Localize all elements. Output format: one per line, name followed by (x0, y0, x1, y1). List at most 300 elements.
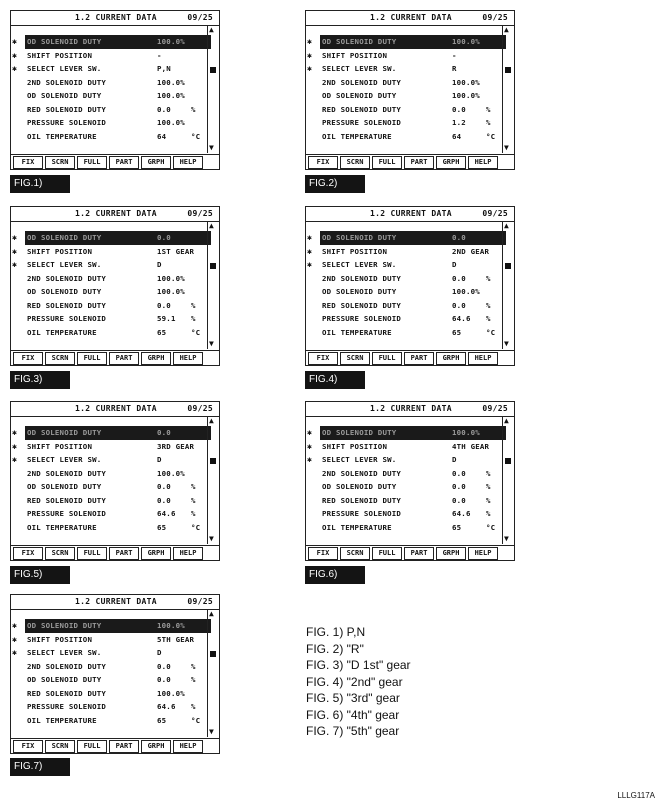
scroll-down-icon[interactable]: ▼ (209, 727, 214, 736)
data-row[interactable] (307, 453, 506, 467)
row-label: 2ND SOLENOID DUTY (27, 273, 107, 283)
scrn-key[interactable]: SCRN (340, 156, 370, 169)
data-list (307, 426, 506, 534)
row-value: D (157, 455, 162, 464)
data-row[interactable] (25, 700, 211, 714)
data-row[interactable] (25, 494, 211, 508)
data-row[interactable] (320, 467, 506, 481)
row-unit: % (191, 104, 196, 114)
data-row[interactable] (12, 646, 211, 660)
row-label: SHIFT POSITION (322, 441, 388, 451)
figure-panel-6 (305, 401, 515, 561)
row-value: 4TH GEAR (452, 441, 490, 451)
help-key[interactable]: HELP (468, 156, 498, 169)
row-value: 64.6 (157, 702, 176, 711)
data-row[interactable] (25, 272, 211, 286)
row-label: PRESSURE SOLENOID (27, 702, 107, 711)
data-row[interactable] (307, 426, 506, 440)
row-label: OD SOLENOID DUTY (27, 621, 102, 630)
row-value: 1ST GEAR (157, 246, 195, 256)
data-row[interactable] (12, 231, 211, 245)
panel-header (11, 402, 219, 417)
row-value: 100.0% (157, 287, 185, 296)
fix-key[interactable]: FIX (13, 156, 43, 169)
row-label: OIL TEMPERATURE (322, 131, 392, 141)
row-value: 0.0 (157, 428, 171, 437)
row-value: 0.0 (452, 233, 466, 242)
marker-icon: ✱ (12, 441, 18, 451)
marker-icon: ✱ (12, 233, 18, 242)
scroll-down-icon[interactable]: ▼ (504, 143, 509, 152)
data-row[interactable] (320, 116, 506, 130)
figure-label-5: FIG.5) (10, 566, 70, 584)
scroll-thumb[interactable] (505, 67, 511, 73)
grph-key[interactable]: GRPH (436, 156, 466, 169)
data-row[interactable] (320, 312, 506, 326)
grph-key[interactable]: GRPH (141, 740, 171, 753)
fix-key[interactable]: FIX (308, 547, 338, 560)
scroll-up-icon[interactable]: ▲ (209, 416, 214, 425)
part-key[interactable]: PART (109, 156, 139, 169)
full-key[interactable]: FULL (77, 156, 107, 169)
marker-icon: ✱ (12, 37, 18, 46)
row-label: SELECT LEVER SW. (27, 648, 102, 657)
scrollbar[interactable] (207, 25, 219, 153)
marker-icon: ✱ (307, 233, 313, 242)
row-label: SELECT LEVER SW. (27, 455, 102, 464)
row-value: 100.0% (157, 91, 185, 100)
figure-panel-7 (10, 594, 220, 754)
document-reference: LLLG117A (617, 791, 655, 800)
page-counter: 09/25 (187, 209, 213, 218)
row-label: SHIFT POSITION (322, 50, 388, 60)
row-label: SELECT LEVER SW. (322, 260, 397, 269)
function-key-bar (306, 545, 514, 560)
legend-item: FIG. 2) "R" (306, 641, 364, 656)
data-row[interactable] (25, 687, 211, 701)
data-row[interactable] (12, 62, 211, 76)
scroll-thumb[interactable] (505, 263, 511, 269)
row-unit: % (486, 509, 491, 518)
figure-panel-5 (10, 401, 220, 561)
row-label: SELECT LEVER SW. (322, 455, 397, 464)
data-row[interactable] (25, 714, 211, 728)
row-label: SHIFT POSITION (27, 50, 93, 60)
row-label: RED SOLENOID DUTY (322, 300, 402, 310)
row-label: PRESSURE SOLENOID (322, 314, 402, 323)
data-list (12, 426, 211, 534)
figure-label-1: FIG.1) (10, 175, 70, 193)
row-label: RED SOLENOID DUTY (27, 104, 107, 114)
grph-key[interactable]: GRPH (436, 352, 466, 365)
marker-icon: ✱ (12, 64, 18, 73)
legend-item: FIG. 3) "D 1st" gear (306, 658, 411, 672)
data-row[interactable] (320, 89, 506, 103)
panel-title: 1.2 CURRENT DATA (370, 13, 452, 22)
row-label: OD SOLENOID DUTY (27, 91, 102, 100)
legend-item: FIG. 6) "4th" gear (306, 707, 400, 722)
help-key[interactable]: HELP (173, 547, 203, 560)
part-key[interactable]: PART (404, 352, 434, 365)
row-unit: °C (191, 522, 201, 532)
row-value: P,N (157, 64, 171, 73)
row-label: PRESSURE SOLENOID (27, 509, 107, 518)
function-key-bar (11, 350, 219, 365)
row-label: 2ND SOLENOID DUTY (27, 468, 107, 478)
scrollbar[interactable] (502, 25, 514, 153)
panel-header (306, 207, 514, 222)
data-row[interactable] (12, 49, 211, 63)
row-value: 1.2 (452, 118, 466, 127)
row-unit: % (486, 118, 491, 127)
fix-key[interactable]: FIX (308, 352, 338, 365)
scroll-thumb[interactable] (210, 458, 216, 464)
data-list (12, 231, 211, 339)
row-value: 0.0 (452, 468, 466, 478)
data-row[interactable] (307, 62, 506, 76)
fix-key[interactable]: FIX (13, 740, 43, 753)
row-value: 0.0 (157, 495, 171, 505)
data-row[interactable] (12, 633, 211, 647)
data-row[interactable] (12, 619, 211, 633)
row-label: OIL TEMPERATURE (27, 522, 97, 532)
data-list (12, 35, 211, 143)
full-key[interactable]: FULL (372, 156, 402, 169)
function-key-bar (306, 154, 514, 169)
row-value: 100.0% (452, 37, 480, 46)
row-label: 2ND SOLENOID DUTY (322, 468, 402, 478)
data-row[interactable] (12, 440, 211, 454)
row-value: 0.0 (452, 104, 466, 114)
panel-title: 1.2 CURRENT DATA (370, 404, 452, 413)
data-row[interactable] (12, 258, 211, 272)
row-value: 5TH GEAR (157, 634, 195, 644)
scrollbar[interactable] (502, 416, 514, 544)
full-key[interactable]: FULL (77, 547, 107, 560)
fix-key[interactable]: FIX (13, 547, 43, 560)
full-key[interactable]: FULL (77, 352, 107, 365)
marker-icon: ✱ (307, 246, 313, 256)
row-value: 59.1 (157, 314, 176, 323)
row-label: 2ND SOLENOID DUTY (322, 77, 402, 87)
row-value: D (157, 648, 162, 657)
row-unit: % (191, 675, 196, 684)
scroll-down-icon[interactable]: ▼ (209, 534, 214, 543)
row-value: 0.0 (157, 675, 171, 684)
marker-icon: ✱ (307, 455, 313, 464)
marker-icon: ✱ (307, 37, 313, 46)
data-row[interactable] (25, 130, 211, 144)
panel-header (306, 402, 514, 417)
scrollbar[interactable] (207, 609, 219, 737)
row-unit: °C (191, 327, 201, 337)
row-value: 100.0% (157, 688, 185, 698)
row-value: R (452, 64, 457, 73)
data-row[interactable] (320, 285, 506, 299)
row-label: OD SOLENOID DUTY (27, 287, 102, 296)
data-row[interactable] (307, 245, 506, 259)
grph-key[interactable]: GRPH (141, 352, 171, 365)
row-unit: % (486, 314, 491, 323)
row-label: 2ND SOLENOID DUTY (27, 661, 107, 671)
scroll-up-icon[interactable]: ▲ (504, 25, 509, 34)
figure-legend (306, 624, 411, 740)
fix-key[interactable]: FIX (13, 352, 43, 365)
data-row[interactable] (320, 272, 506, 286)
data-row[interactable] (25, 507, 211, 521)
panel-title: 1.2 CURRENT DATA (75, 404, 157, 413)
marker-icon: ✱ (12, 455, 18, 464)
scrollbar[interactable] (502, 221, 514, 349)
data-row[interactable] (320, 130, 506, 144)
marker-icon: ✱ (307, 441, 313, 451)
figure-panel-4 (305, 206, 515, 366)
row-unit: % (486, 482, 491, 491)
part-key[interactable]: PART (109, 547, 139, 560)
page-counter: 09/25 (187, 597, 213, 606)
panel-header (306, 11, 514, 26)
figure-panel-1 (10, 10, 220, 170)
scroll-down-icon[interactable]: ▼ (504, 339, 509, 348)
marker-icon: ✱ (12, 648, 18, 657)
panel-title: 1.2 CURRENT DATA (370, 209, 452, 218)
scrn-key[interactable]: SCRN (45, 352, 75, 365)
data-row[interactable] (320, 494, 506, 508)
marker-icon: ✱ (307, 50, 313, 60)
row-value: D (452, 260, 457, 269)
row-unit: % (191, 482, 196, 491)
fix-key[interactable]: FIX (308, 156, 338, 169)
row-label: OD SOLENOID DUTY (27, 482, 102, 491)
data-row[interactable] (320, 76, 506, 90)
part-key[interactable]: PART (404, 547, 434, 560)
function-key-bar (306, 350, 514, 365)
panel-title: 1.2 CURRENT DATA (75, 597, 157, 606)
data-row[interactable] (12, 426, 211, 440)
scroll-up-icon[interactable]: ▲ (504, 221, 509, 230)
row-label: OD SOLENOID DUTY (322, 287, 397, 296)
scroll-up-icon[interactable]: ▲ (209, 25, 214, 34)
row-label: OD SOLENOID DUTY (27, 428, 102, 437)
row-label: OD SOLENOID DUTY (27, 675, 102, 684)
data-list (307, 35, 506, 143)
row-value: 0.0 (452, 482, 466, 491)
scrollbar[interactable] (207, 221, 219, 349)
page-counter: 09/25 (482, 13, 508, 22)
row-value: 100.0% (452, 91, 480, 100)
help-key[interactable]: HELP (173, 156, 203, 169)
data-row[interactable] (320, 480, 506, 494)
page-counter: 09/25 (482, 209, 508, 218)
data-row[interactable] (25, 89, 211, 103)
row-value: 65 (157, 327, 167, 337)
part-key[interactable]: PART (109, 352, 139, 365)
full-key[interactable]: FULL (372, 352, 402, 365)
row-unit: % (191, 509, 196, 518)
row-unit: % (191, 314, 196, 323)
scroll-down-icon[interactable]: ▼ (209, 143, 214, 152)
row-value: 100.0% (452, 287, 480, 296)
data-row[interactable] (320, 521, 506, 535)
grph-key[interactable]: GRPH (436, 547, 466, 560)
scrn-key[interactable]: SCRN (45, 156, 75, 169)
data-row[interactable] (25, 673, 211, 687)
row-unit: °C (486, 131, 496, 141)
row-value: 65 (452, 522, 462, 532)
data-row[interactable] (25, 521, 211, 535)
marker-icon: ✱ (307, 64, 313, 73)
row-value: 0.0 (157, 104, 171, 114)
marker-icon: ✱ (12, 621, 18, 630)
row-value: - (157, 50, 162, 60)
legend-item: FIG. 1) P,N (306, 625, 366, 639)
row-label: PRESSURE SOLENOID (322, 118, 402, 127)
data-row[interactable] (25, 480, 211, 494)
figure-label-7: FIG.7) (10, 758, 70, 776)
row-value: 100.0% (157, 468, 185, 478)
data-row[interactable] (25, 285, 211, 299)
row-label: PRESSURE SOLENOID (27, 314, 107, 323)
data-row[interactable] (25, 660, 211, 674)
scroll-up-icon[interactable]: ▲ (209, 221, 214, 230)
data-row[interactable] (25, 299, 211, 313)
scrollbar[interactable] (207, 416, 219, 544)
row-value: 64.6 (452, 509, 471, 518)
row-unit: °C (486, 522, 496, 532)
row-unit: °C (191, 715, 201, 725)
page-counter: 09/25 (187, 404, 213, 413)
data-row[interactable] (25, 312, 211, 326)
row-label: OIL TEMPERATURE (322, 522, 392, 532)
marker-icon: ✱ (307, 260, 313, 269)
figure-panel-2 (305, 10, 515, 170)
marker-icon: ✱ (307, 428, 313, 437)
row-value: 3RD GEAR (157, 441, 195, 451)
data-row[interactable] (320, 507, 506, 521)
data-row[interactable] (307, 49, 506, 63)
row-label: OIL TEMPERATURE (322, 327, 392, 337)
row-label: RED SOLENOID DUTY (27, 300, 107, 310)
row-label: OD SOLENOID DUTY (27, 233, 102, 242)
data-row[interactable] (12, 453, 211, 467)
part-key[interactable]: PART (404, 156, 434, 169)
row-label: 2ND SOLENOID DUTY (27, 77, 107, 87)
data-row[interactable] (12, 245, 211, 259)
help-key[interactable]: HELP (173, 740, 203, 753)
row-label: SELECT LEVER SW. (27, 64, 102, 73)
row-unit: °C (486, 327, 496, 337)
data-row[interactable] (25, 103, 211, 117)
row-value: D (157, 260, 162, 269)
row-unit: °C (191, 131, 201, 141)
row-label: RED SOLENOID DUTY (322, 495, 402, 505)
row-label: OD SOLENOID DUTY (322, 482, 397, 491)
row-value: D (452, 455, 457, 464)
help-key[interactable]: HELP (468, 547, 498, 560)
help-key[interactable]: HELP (173, 352, 203, 365)
function-key-bar (11, 738, 219, 753)
row-value: 64 (452, 131, 462, 141)
row-label: SHIFT POSITION (27, 441, 93, 451)
full-key[interactable]: FULL (77, 740, 107, 753)
scroll-thumb[interactable] (505, 458, 511, 464)
panel-header (11, 207, 219, 222)
full-key[interactable]: FULL (372, 547, 402, 560)
grph-key[interactable]: GRPH (141, 156, 171, 169)
marker-icon: ✱ (12, 246, 18, 256)
row-unit: % (486, 495, 491, 505)
scroll-up-icon[interactable]: ▲ (209, 609, 214, 618)
data-row[interactable] (320, 299, 506, 313)
function-key-bar (11, 154, 219, 169)
row-value: 0.0 (157, 661, 171, 671)
scroll-thumb[interactable] (210, 67, 216, 73)
data-row[interactable] (12, 35, 211, 49)
data-row[interactable] (320, 103, 506, 117)
help-key[interactable]: HELP (468, 352, 498, 365)
function-key-bar (11, 545, 219, 560)
row-unit: % (486, 104, 491, 114)
marker-icon: ✱ (12, 428, 18, 437)
data-row[interactable] (307, 231, 506, 245)
row-value: 64.6 (157, 509, 176, 518)
panel-header (11, 595, 219, 610)
scroll-thumb[interactable] (210, 651, 216, 657)
row-value: 0.0 (157, 233, 171, 242)
data-row[interactable] (307, 258, 506, 272)
row-value: 65 (452, 327, 462, 337)
row-value: 2ND GEAR (452, 246, 490, 256)
row-value: 100.0% (157, 118, 185, 127)
panel-title: 1.2 CURRENT DATA (75, 209, 157, 218)
data-row[interactable] (307, 35, 506, 49)
scrn-key[interactable]: SCRN (45, 547, 75, 560)
scroll-thumb[interactable] (210, 263, 216, 269)
row-label: OIL TEMPERATURE (27, 131, 97, 141)
legend-item: FIG. 7) "5th" gear (306, 724, 400, 738)
data-row[interactable] (25, 326, 211, 340)
marker-icon: ✱ (12, 634, 18, 644)
row-value: 100.0% (157, 273, 185, 283)
marker-icon: ✱ (12, 260, 18, 269)
row-unit: % (486, 300, 491, 310)
data-row[interactable] (25, 76, 211, 90)
figure-label-4: FIG.4) (305, 371, 365, 389)
row-value: 0.0 (157, 300, 171, 310)
row-label: OD SOLENOID DUTY (27, 37, 102, 46)
row-label: SELECT LEVER SW. (27, 260, 102, 269)
grph-key[interactable]: GRPH (141, 547, 171, 560)
figure-label-6: FIG.6) (305, 566, 365, 584)
scroll-up-icon[interactable]: ▲ (504, 416, 509, 425)
row-value: 100.0% (452, 77, 480, 87)
row-label: PRESSURE SOLENOID (27, 118, 107, 127)
data-row[interactable] (25, 467, 211, 481)
data-row[interactable] (320, 326, 506, 340)
scroll-down-icon[interactable]: ▼ (504, 534, 509, 543)
data-row[interactable] (25, 116, 211, 130)
panel-title: 1.2 CURRENT DATA (75, 13, 157, 22)
scrn-key[interactable]: SCRN (340, 547, 370, 560)
row-unit: % (486, 273, 491, 283)
part-key[interactable]: PART (109, 740, 139, 753)
scrn-key[interactable]: SCRN (340, 352, 370, 365)
scrn-key[interactable]: SCRN (45, 740, 75, 753)
row-label: OIL TEMPERATURE (27, 715, 97, 725)
scroll-down-icon[interactable]: ▼ (209, 339, 214, 348)
data-row[interactable] (307, 440, 506, 454)
row-label: OD SOLENOID DUTY (322, 37, 397, 46)
